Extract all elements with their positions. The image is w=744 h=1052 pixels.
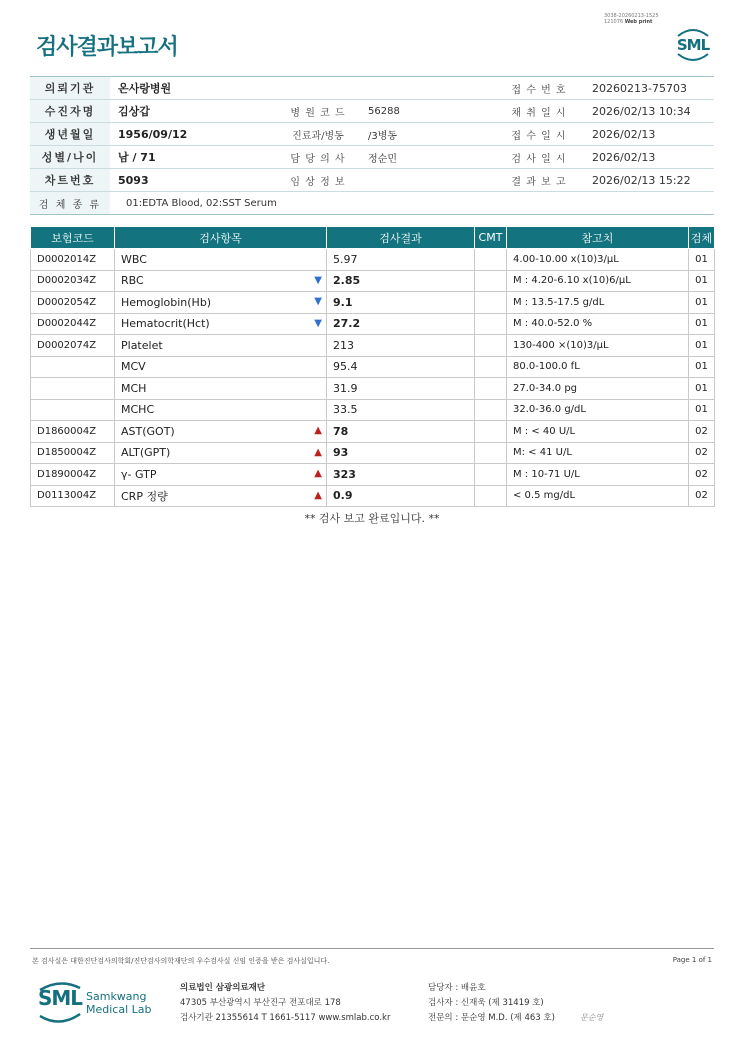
row-reference: M : < 40 U/L — [507, 421, 689, 443]
row-reference: 130-400 ×(10)3/μL — [507, 335, 689, 357]
row-specimen: 01 — [689, 356, 715, 378]
row-item — [115, 313, 327, 335]
patient-name-label: 수진자명 — [30, 100, 110, 122]
specialist-signature: 문순영 — [580, 1013, 604, 1022]
row-cmt — [475, 335, 507, 357]
header-item: 검사항목 — [115, 227, 327, 249]
row-result: 78 — [327, 421, 475, 443]
hospital-code-label: 병 원 코 드 — [290, 107, 346, 119]
row-reference: M: < 41 U/L — [507, 442, 689, 464]
chart-no-label: 차트번호 — [30, 169, 110, 191]
chart-no-value: 5093 — [118, 173, 149, 187]
footer-logo — [36, 980, 156, 1026]
reported-label: 결 과 보 고 — [511, 176, 567, 188]
row-reference: < 0.5 mg/dL — [507, 485, 689, 507]
footer-logo-name-2: Medical Lab — [86, 1003, 152, 1016]
row-reference: 4.00-10.00 x(10)3/μL — [507, 249, 689, 271]
footer-logo-name-1: Samkwang — [86, 990, 147, 1003]
row-cmt — [475, 270, 507, 292]
info-row-5 — [30, 169, 714, 192]
accreditation-note: 본 검사실은 대한진단검사의학회/진단검사의학재단의 우수검사실 신임 인증을 받은 검사실입니다. — [32, 957, 330, 965]
row-result: 95.4 — [327, 356, 475, 378]
row-cmt — [475, 442, 507, 464]
print-info-mode: Web print — [624, 19, 653, 25]
info-row-1 — [30, 77, 714, 100]
dept-label: 진료과/병동 — [292, 130, 344, 142]
row-code — [31, 356, 115, 378]
birth-value: 1956/09/12 — [118, 127, 188, 141]
row-item — [115, 399, 327, 421]
row-item-name: AST(GOT) — [121, 424, 175, 438]
completion-note: ** 검사 보고 완료입니다. ** — [304, 512, 440, 525]
header-result: 검사결과 — [327, 227, 475, 249]
low-flag-icon: ▼ — [314, 274, 322, 286]
sml-logo-text: SML — [676, 36, 710, 54]
row-code: D0002014Z — [31, 249, 115, 271]
row-cmt — [475, 356, 507, 378]
org-address: 47305 부산광역시 부산진구 전포대로 178 — [180, 998, 341, 1008]
footer-logo-sml: SML — [38, 986, 83, 1010]
header-code: 보험코드 — [31, 227, 115, 249]
row-cmt — [475, 249, 507, 271]
high-flag-icon: ▲ — [314, 468, 322, 479]
header-ref: 참고치 — [507, 227, 689, 249]
table-row — [31, 292, 715, 314]
low-flag-icon: ▼ — [314, 296, 322, 307]
print-info — [604, 13, 659, 25]
row-code: D0113004Z — [31, 485, 115, 507]
row-specimen: 02 — [689, 485, 715, 507]
org-contact: 검사기관 21355614 T 1661-5117 www.smlab.co.kr — [180, 1013, 391, 1023]
row-cmt — [475, 421, 507, 443]
row-result: 33.5 — [327, 399, 475, 421]
doctor-value: 정순민 — [368, 153, 397, 165]
row-reference: M : 40.0-52.0 % — [507, 313, 689, 335]
row-item — [115, 485, 327, 507]
row-result: 27.2 — [327, 313, 475, 335]
clinical-label: 임 상 정 보 — [290, 176, 346, 188]
row-item-name: WBC — [121, 252, 147, 266]
table-row — [31, 249, 715, 271]
footer-divider — [30, 948, 714, 949]
table-row — [31, 313, 715, 335]
table-row — [31, 378, 715, 400]
specimen-type-value: 01:EDTA Blood, 02:SST Serum — [126, 197, 277, 209]
row-result: 31.9 — [327, 378, 475, 400]
row-reference: M : 13.5-17.5 g/dL — [507, 292, 689, 314]
tested-label: 검 사 일 시 — [511, 153, 567, 165]
table-row — [31, 442, 715, 464]
row-specimen: 01 — [689, 249, 715, 271]
row-specimen: 02 — [689, 421, 715, 443]
high-flag-icon: ▲ — [314, 446, 322, 458]
row-code — [31, 399, 115, 421]
results-table — [30, 226, 715, 507]
row-specimen: 01 — [689, 313, 715, 335]
table-row — [31, 335, 715, 357]
sex-age-label: 성별/나이 — [30, 146, 110, 168]
table-row — [31, 356, 715, 378]
row-result: 5.97 — [327, 249, 475, 271]
row-code: D0002074Z — [31, 335, 115, 357]
collected-label: 채 취 일 시 — [511, 107, 567, 119]
row-cmt — [475, 378, 507, 400]
birth-label: 생년월일 — [30, 123, 110, 145]
row-reference: 32.0-36.0 g/dL — [507, 399, 689, 421]
row-specimen: 01 — [689, 335, 715, 357]
info-row-4 — [30, 146, 714, 169]
table-row — [31, 464, 715, 486]
sex-age-value: 남 / 71 — [118, 151, 156, 164]
row-item — [115, 378, 327, 400]
row-result: 213 — [327, 335, 475, 357]
row-code: D0002054Z — [31, 292, 115, 314]
row-item — [115, 292, 327, 314]
row-reference: 80.0-100.0 fL — [507, 356, 689, 378]
row-specimen: 01 — [689, 270, 715, 292]
row-code: D0002044Z — [31, 313, 115, 335]
staff-specialist: 전문의 : 문순영 M.D. (제 463 호) — [428, 1013, 555, 1023]
row-item-name: Hemoglobin(Hb) — [121, 295, 212, 309]
receipt-no-label: 접 수 번 호 — [511, 84, 567, 96]
row-item-name: MCV — [121, 360, 146, 374]
report-title: 검사결과보고서 — [36, 35, 178, 60]
staff-tester: 검사자 : 신재욱 (제 31419 호) — [428, 998, 544, 1008]
print-info-id: 121076 — [604, 19, 624, 25]
doctor-label: 담 당 의 사 — [290, 153, 346, 165]
sml-logo — [672, 26, 714, 64]
table-row — [31, 421, 715, 443]
header-specimen: 검체 — [689, 227, 715, 249]
row-code: D1850004Z — [31, 442, 115, 464]
results-header-row — [31, 227, 715, 249]
row-item-name: RBC — [121, 274, 144, 288]
row-item — [115, 464, 327, 486]
low-flag-icon: ▼ — [314, 317, 322, 329]
row-reference: M : 10-71 U/L — [507, 464, 689, 486]
row-item — [115, 356, 327, 378]
row-result: 0.9 — [327, 485, 475, 507]
row-cmt — [475, 313, 507, 335]
row-code: D1890004Z — [31, 464, 115, 486]
requester-value: 온사랑병원 — [118, 82, 172, 95]
print-info-line1: 3038-20260213-1525 — [604, 13, 659, 19]
specimen-type-label: 검 체 종 류 — [30, 192, 110, 214]
row-specimen: 01 — [689, 292, 715, 314]
row-code: D1860004Z — [31, 421, 115, 443]
row-specimen: 02 — [689, 442, 715, 464]
info-row-2 — [30, 100, 714, 123]
row-item-name: γ- GTP — [121, 467, 157, 481]
row-item — [115, 421, 327, 443]
info-row-6 — [30, 192, 714, 214]
patient-name-value: 김상갑 — [118, 105, 150, 118]
row-item-name: CRP 정량 — [121, 489, 168, 503]
row-item — [115, 249, 327, 271]
receipt-no-value: 20260213-75703 — [592, 81, 687, 95]
row-result: 2.85 — [327, 270, 475, 292]
row-item — [115, 270, 327, 292]
tested-value: 2026/02/13 — [592, 150, 656, 164]
clinical-value — [356, 169, 500, 191]
row-item — [115, 335, 327, 357]
footer-logo-name — [86, 990, 152, 1016]
organization-info — [180, 981, 390, 1026]
row-specimen: 01 — [689, 399, 715, 421]
row-result: 9.1 — [327, 292, 475, 314]
row-cmt — [475, 464, 507, 486]
received-value: 2026/02/13 — [592, 127, 656, 141]
hospital-code-value: 56288 — [368, 105, 400, 117]
org-name: 의료법인 삼광의료재단 — [180, 983, 266, 993]
collected-value: 2026/02/13 10:34 — [592, 104, 691, 118]
row-cmt — [475, 485, 507, 507]
table-row — [31, 485, 715, 507]
row-cmt — [475, 292, 507, 314]
row-cmt — [475, 399, 507, 421]
staff-manager: 담당자 : 배윤호 — [428, 983, 486, 993]
header-cmt: CMT — [475, 227, 507, 249]
row-item-name: ALT(GPT) — [121, 446, 171, 460]
row-item-name: MCHC — [121, 403, 155, 417]
row-item-name: Platelet — [121, 338, 163, 352]
dept-value: /3병동 — [368, 130, 398, 142]
row-reference: M : 4.20-6.10 x(10)6/μL — [507, 270, 689, 292]
row-item-name: Hematocrit(Hct) — [121, 317, 210, 331]
info-row-3 — [30, 123, 714, 146]
page-number: Page 1 of 1 — [672, 956, 712, 964]
row-code: D0002034Z — [31, 270, 115, 292]
row-result: 93 — [327, 442, 475, 464]
reported-value: 2026/02/13 15:22 — [592, 173, 691, 187]
table-row — [31, 270, 715, 292]
row-item-name: MCH — [121, 381, 147, 395]
row-specimen: 02 — [689, 464, 715, 486]
staff-info — [428, 981, 555, 1026]
row-code — [31, 378, 115, 400]
table-row — [31, 399, 715, 421]
row-specimen: 01 — [689, 378, 715, 400]
high-flag-icon: ▲ — [314, 489, 322, 501]
high-flag-icon: ▲ — [314, 425, 322, 436]
row-item — [115, 442, 327, 464]
received-label: 접 수 일 시 — [511, 130, 567, 142]
patient-info — [30, 76, 714, 215]
row-reference: 27.0-34.0 pg — [507, 378, 689, 400]
requester-label: 의뢰기관 — [30, 77, 110, 99]
row-result: 323 — [327, 464, 475, 486]
